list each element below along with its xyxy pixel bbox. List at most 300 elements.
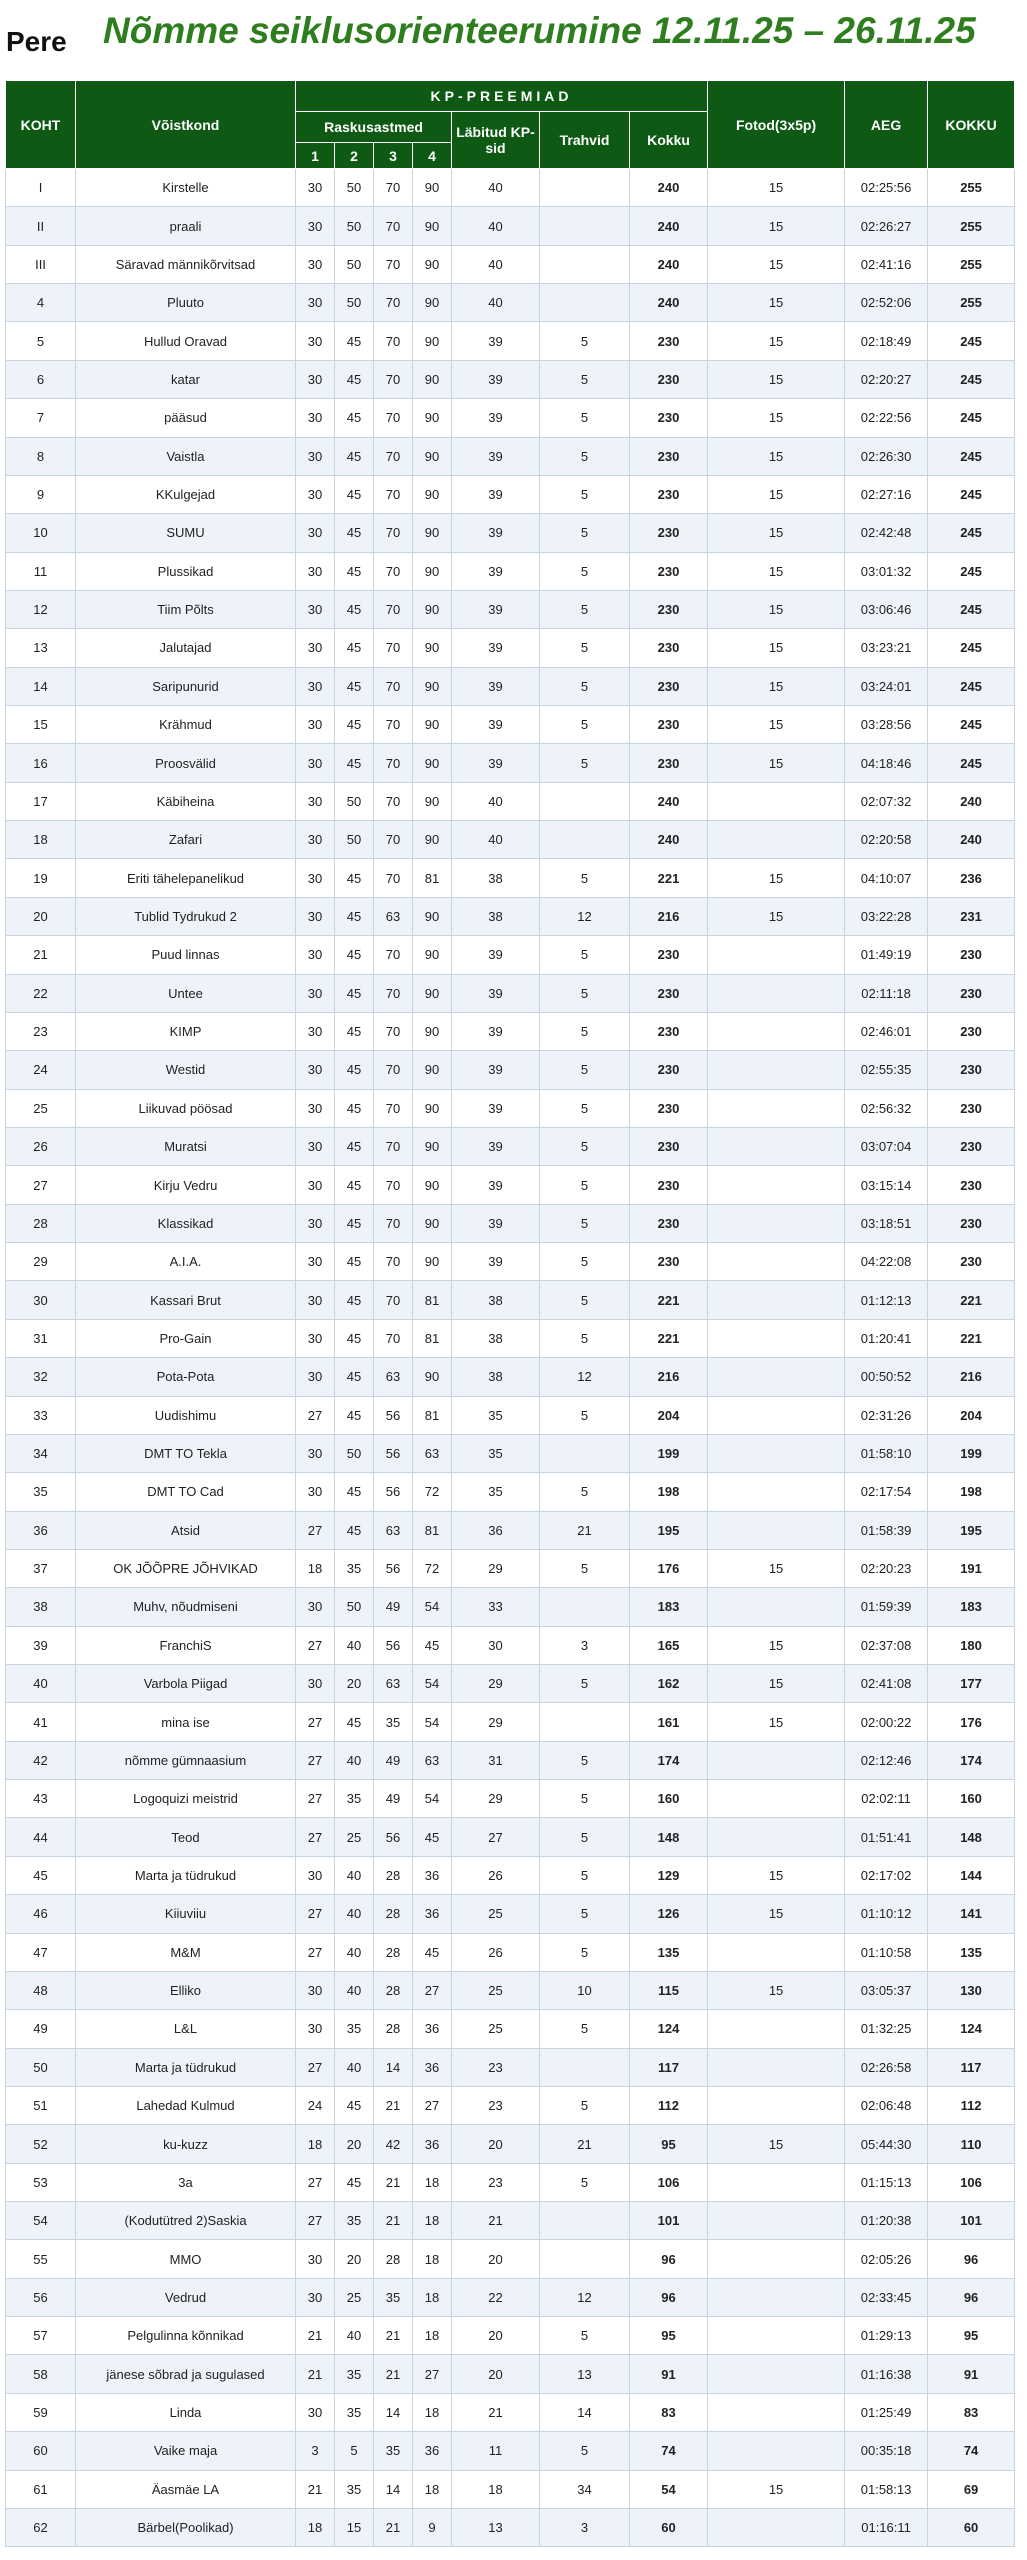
cell-r2: 45: [335, 1243, 374, 1281]
col-header-fotod: Fotod(3x5p): [708, 81, 845, 169]
table-row: [6, 1051, 1015, 1089]
cell-r4: 90: [413, 322, 452, 360]
cell-kokku-total: 144: [928, 1856, 1015, 1894]
table-header: [6, 81, 1015, 169]
cell-aeg: 02:46:01: [845, 1012, 928, 1050]
cell-trahvid: 3: [540, 1626, 630, 1664]
cell-labitud: 26: [452, 1856, 540, 1894]
cell-r1: 30: [296, 284, 335, 322]
cell-r3: 70: [374, 552, 413, 590]
cell-r4: 90: [413, 1089, 452, 1127]
cell-koht: 21: [6, 936, 76, 974]
cell-r4: 90: [413, 169, 452, 207]
cell-r3: 70: [374, 245, 413, 283]
cell-labitud: 39: [452, 629, 540, 667]
cell-r2: 45: [335, 1473, 374, 1511]
cell-trahvid: 5: [540, 1166, 630, 1204]
cell-labitud: 20: [452, 2125, 540, 2163]
table-row: [6, 245, 1015, 283]
cell-trahvid: 5: [540, 437, 630, 475]
cell-r1: 30: [296, 629, 335, 667]
cell-aeg: 02:17:54: [845, 1473, 928, 1511]
cell-trahvid: 5: [540, 2086, 630, 2124]
cell-trahvid: 5: [540, 2010, 630, 2048]
cell-trahvid: 5: [540, 1127, 630, 1165]
cell-r3: 70: [374, 1281, 413, 1319]
cell-aeg: 02:41:16: [845, 245, 928, 283]
cell-r3: 21: [374, 2086, 413, 2124]
cell-aeg: 02:37:08: [845, 1626, 928, 1664]
cell-kokku: 96: [630, 2278, 708, 2316]
cell-labitud: 39: [452, 744, 540, 782]
cell-kokku: 74: [630, 2432, 708, 2470]
cell-r1: 3: [296, 2432, 335, 2470]
cell-r2: 50: [335, 1434, 374, 1472]
cell-aeg: 03:22:28: [845, 897, 928, 935]
cell-r2: 45: [335, 475, 374, 513]
cell-aeg: 02:22:56: [845, 399, 928, 437]
cell-fotod: 15: [708, 706, 845, 744]
table-row: [6, 2240, 1015, 2278]
cell-r2: 50: [335, 821, 374, 859]
cell-voistkond: Muratsi: [76, 1127, 296, 1165]
cell-koht: 4: [6, 284, 76, 322]
cell-aeg: 02:17:02: [845, 1856, 928, 1894]
cell-aeg: 04:22:08: [845, 1243, 928, 1281]
cell-fotod: 15: [708, 475, 845, 513]
cell-labitud: 38: [452, 1319, 540, 1357]
cell-voistkond: pääsud: [76, 399, 296, 437]
cell-kokku-total: 148: [928, 1818, 1015, 1856]
cell-r3: 70: [374, 936, 413, 974]
cell-koht: 12: [6, 590, 76, 628]
cell-fotod: [708, 1089, 845, 1127]
table-row: [6, 2086, 1015, 2124]
cell-koht: 23: [6, 1012, 76, 1050]
col-header-koht: KOHT: [6, 81, 76, 169]
cell-aeg: 01:29:13: [845, 2317, 928, 2355]
cell-voistkond: Äasmäe LA: [76, 2470, 296, 2508]
cell-voistkond: SUMU: [76, 514, 296, 552]
cell-labitud: 22: [452, 2278, 540, 2316]
cell-r4: 9: [413, 2508, 452, 2546]
cell-labitud: 30: [452, 1626, 540, 1664]
cell-kokku: 95: [630, 2317, 708, 2355]
cell-kokku-total: 230: [928, 974, 1015, 1012]
cell-aeg: 02:41:08: [845, 1665, 928, 1703]
cell-koht: 49: [6, 2010, 76, 2048]
cell-r3: 70: [374, 1204, 413, 1242]
cell-aeg: 01:58:13: [845, 2470, 928, 2508]
cell-kokku: 148: [630, 1818, 708, 1856]
table-row: [6, 1703, 1015, 1741]
cell-r1: 30: [296, 667, 335, 705]
cell-r1: 27: [296, 1818, 335, 1856]
cell-r2: 45: [335, 360, 374, 398]
cell-r1: 27: [296, 1741, 335, 1779]
cell-kokku-total: 160: [928, 1780, 1015, 1818]
cell-r4: 90: [413, 399, 452, 437]
cell-r1: 30: [296, 782, 335, 820]
cell-koht: 10: [6, 514, 76, 552]
cell-voistkond: Teod: [76, 1818, 296, 1856]
cell-aeg: 01:16:38: [845, 2355, 928, 2393]
cell-koht: 6: [6, 360, 76, 398]
cell-labitud: 39: [452, 590, 540, 628]
cell-koht: 27: [6, 1166, 76, 1204]
cell-r3: 70: [374, 399, 413, 437]
cell-trahvid: 5: [540, 1243, 630, 1281]
cell-trahvid: 5: [540, 1051, 630, 1089]
cell-r2: 35: [335, 2393, 374, 2431]
cell-voistkond: 3a: [76, 2163, 296, 2201]
cell-trahvid: 5: [540, 590, 630, 628]
cell-r4: 90: [413, 360, 452, 398]
cell-r1: 30: [296, 207, 335, 245]
cell-aeg: 01:15:13: [845, 2163, 928, 2201]
cell-r3: 70: [374, 667, 413, 705]
cell-kokku-total: 199: [928, 1434, 1015, 1472]
cell-trahvid: [540, 207, 630, 245]
cell-r3: 21: [374, 2508, 413, 2546]
cell-aeg: 00:35:18: [845, 2432, 928, 2470]
cell-kokku-total: 174: [928, 1741, 1015, 1779]
cell-voistkond: A.I.A.: [76, 1243, 296, 1281]
cell-r4: 45: [413, 1626, 452, 1664]
cell-r1: 21: [296, 2355, 335, 2393]
cell-r3: 49: [374, 1780, 413, 1818]
cell-aeg: 02:05:26: [845, 2240, 928, 2278]
cell-koht: 55: [6, 2240, 76, 2278]
cell-r3: 28: [374, 1895, 413, 1933]
cell-r1: 27: [296, 2202, 335, 2240]
cell-r4: 81: [413, 1319, 452, 1357]
cell-r3: 70: [374, 207, 413, 245]
cell-voistkond: Tublid Tydrukud 2: [76, 897, 296, 935]
cell-r1: 30: [296, 1319, 335, 1357]
cell-labitud: 27: [452, 1818, 540, 1856]
cell-r2: 45: [335, 1204, 374, 1242]
cell-voistkond: Kassari Brut: [76, 1281, 296, 1319]
cell-trahvid: 5: [540, 514, 630, 552]
cell-r4: 63: [413, 1434, 452, 1472]
cell-kokku-total: 245: [928, 744, 1015, 782]
cell-labitud: 25: [452, 2010, 540, 2048]
cell-voistkond: Elliko: [76, 1971, 296, 2009]
cell-kokku: 195: [630, 1511, 708, 1549]
cell-r2: 45: [335, 1281, 374, 1319]
cell-kokku-total: 230: [928, 1089, 1015, 1127]
cell-kokku-total: 221: [928, 1319, 1015, 1357]
cell-r2: 20: [335, 2240, 374, 2278]
cell-koht: 26: [6, 1127, 76, 1165]
cell-labitud: 39: [452, 1204, 540, 1242]
cell-r4: 90: [413, 936, 452, 974]
cell-fotod: [708, 2393, 845, 2431]
cell-kokku-total: 245: [928, 399, 1015, 437]
cell-r4: 90: [413, 629, 452, 667]
cell-voistkond: Säravad männikõrvitsad: [76, 245, 296, 283]
cell-kokku-total: 255: [928, 284, 1015, 322]
cell-fotod: [708, 1434, 845, 1472]
cell-trahvid: 12: [540, 1358, 630, 1396]
cell-r1: 30: [296, 514, 335, 552]
cell-voistkond: nõmme gümnaasium: [76, 1741, 296, 1779]
cell-r3: 70: [374, 1166, 413, 1204]
cell-fotod: 15: [708, 169, 845, 207]
cell-trahvid: 5: [540, 1665, 630, 1703]
cell-aeg: 03:18:51: [845, 1204, 928, 1242]
cell-aeg: 02:20:58: [845, 821, 928, 859]
cell-labitud: 39: [452, 552, 540, 590]
cell-kokku: 230: [630, 475, 708, 513]
cell-fotod: [708, 1166, 845, 1204]
cell-r1: 30: [296, 706, 335, 744]
cell-aeg: 02:26:58: [845, 2048, 928, 2086]
cell-labitud: 21: [452, 2202, 540, 2240]
cell-trahvid: [540, 169, 630, 207]
cell-trahvid: [540, 1703, 630, 1741]
table-row: [6, 667, 1015, 705]
cell-fotod: 15: [708, 245, 845, 283]
cell-aeg: 04:10:07: [845, 859, 928, 897]
cell-kokku-total: 101: [928, 2202, 1015, 2240]
cell-aeg: 03:07:04: [845, 1127, 928, 1165]
cell-trahvid: 5: [540, 1319, 630, 1357]
cell-labitud: 40: [452, 169, 540, 207]
cell-voistkond: (Kodutütred 2)Saskia: [76, 2202, 296, 2240]
cell-r2: 45: [335, 1089, 374, 1127]
cell-r4: 54: [413, 1780, 452, 1818]
cell-labitud: 39: [452, 475, 540, 513]
cell-voistkond: DMT TO Tekla: [76, 1434, 296, 1472]
cell-koht: 52: [6, 2125, 76, 2163]
cell-kokku-total: 96: [928, 2240, 1015, 2278]
cell-r4: 72: [413, 1549, 452, 1587]
cell-aeg: 01:10:58: [845, 1933, 928, 1971]
cell-fotod: 15: [708, 207, 845, 245]
cell-r1: 27: [296, 1396, 335, 1434]
cell-r3: 35: [374, 1703, 413, 1741]
cell-trahvid: 5: [540, 322, 630, 360]
cell-voistkond: mina ise: [76, 1703, 296, 1741]
cell-r2: 45: [335, 897, 374, 935]
cell-aeg: 01:12:13: [845, 1281, 928, 1319]
cell-fotod: 15: [708, 284, 845, 322]
cell-kokku-total: 117: [928, 2048, 1015, 2086]
cell-trahvid: [540, 821, 630, 859]
cell-kokku: 221: [630, 1281, 708, 1319]
cell-voistkond: Hullud Oravad: [76, 322, 296, 360]
cell-r3: 14: [374, 2393, 413, 2431]
cell-labitud: 29: [452, 1703, 540, 1741]
table-row: [6, 2432, 1015, 2470]
cell-r3: 70: [374, 169, 413, 207]
cell-koht: 60: [6, 2432, 76, 2470]
cell-trahvid: 5: [540, 629, 630, 667]
cell-fotod: [708, 1396, 845, 1434]
cell-r1: 27: [296, 1703, 335, 1741]
cell-r1: 30: [296, 2240, 335, 2278]
cell-labitud: 20: [452, 2355, 540, 2393]
cell-r2: 45: [335, 1511, 374, 1549]
cell-fotod: 15: [708, 437, 845, 475]
cell-r4: 45: [413, 1933, 452, 1971]
cell-aeg: 02:56:32: [845, 1089, 928, 1127]
cell-r3: 63: [374, 1358, 413, 1396]
cell-trahvid: 5: [540, 1089, 630, 1127]
cell-kokku: 230: [630, 1051, 708, 1089]
cell-kokku: 230: [630, 399, 708, 437]
cell-koht: 8: [6, 437, 76, 475]
cell-r3: 70: [374, 1243, 413, 1281]
cell-r1: 30: [296, 2010, 335, 2048]
cell-r3: 70: [374, 821, 413, 859]
table-row: [6, 706, 1015, 744]
cell-fotod: [708, 1012, 845, 1050]
cell-kokku-total: 240: [928, 782, 1015, 820]
cell-r3: 70: [374, 1127, 413, 1165]
cell-koht: 45: [6, 1856, 76, 1894]
cell-trahvid: 21: [540, 2125, 630, 2163]
cell-r2: 45: [335, 1166, 374, 1204]
cell-trahvid: 13: [540, 2355, 630, 2393]
cell-aeg: 01:58:10: [845, 1434, 928, 1472]
cell-fotod: [708, 2240, 845, 2278]
cell-r1: 27: [296, 1895, 335, 1933]
cell-aeg: 01:59:39: [845, 1588, 928, 1626]
cell-aeg: 02:07:32: [845, 782, 928, 820]
cell-labitud: 23: [452, 2163, 540, 2201]
table-row: [6, 2393, 1015, 2431]
cell-aeg: 02:55:35: [845, 1051, 928, 1089]
cell-labitud: 39: [452, 936, 540, 974]
cell-r2: 40: [335, 1626, 374, 1664]
table-row: [6, 629, 1015, 667]
cell-r2: 50: [335, 207, 374, 245]
cell-labitud: 25: [452, 1971, 540, 2009]
cell-r1: 21: [296, 2470, 335, 2508]
cell-kokku: 230: [630, 667, 708, 705]
cell-kokku: 54: [630, 2470, 708, 2508]
cell-kokku: 240: [630, 207, 708, 245]
table-row: [6, 1511, 1015, 1549]
cell-aeg: 02:20:27: [845, 360, 928, 398]
cell-fotod: [708, 2086, 845, 2124]
table-row: [6, 2508, 1015, 2546]
cell-koht: 51: [6, 2086, 76, 2124]
cell-koht: 5: [6, 322, 76, 360]
cell-kokku: 204: [630, 1396, 708, 1434]
cell-r4: 90: [413, 1358, 452, 1396]
cell-trahvid: 12: [540, 2278, 630, 2316]
cell-r1: 30: [296, 1358, 335, 1396]
cell-kokku: 230: [630, 1012, 708, 1050]
cell-aeg: 03:23:21: [845, 629, 928, 667]
table-row: [6, 207, 1015, 245]
table-row: [6, 2202, 1015, 2240]
col-header-r3: 3: [374, 143, 413, 169]
cell-r4: 90: [413, 245, 452, 283]
cell-voistkond: L&L: [76, 2010, 296, 2048]
cell-kokku: 230: [630, 936, 708, 974]
cell-kokku: 183: [630, 1588, 708, 1626]
cell-voistkond: praali: [76, 207, 296, 245]
cell-fotod: 15: [708, 552, 845, 590]
cell-kokku-total: 130: [928, 1971, 1015, 2009]
cell-trahvid: [540, 1588, 630, 1626]
cell-r3: 28: [374, 2240, 413, 2278]
cell-r1: 30: [296, 360, 335, 398]
table-row: [6, 169, 1015, 207]
col-header-labitud: Läbitud KP-sid: [452, 112, 540, 169]
table-row: [6, 2317, 1015, 2355]
cell-r1: 30: [296, 399, 335, 437]
cell-r4: 54: [413, 1665, 452, 1703]
cell-trahvid: 5: [540, 936, 630, 974]
cell-labitud: 29: [452, 1665, 540, 1703]
cell-r4: 90: [413, 284, 452, 322]
cell-koht: 7: [6, 399, 76, 437]
cell-koht: 56: [6, 2278, 76, 2316]
cell-fotod: [708, 2355, 845, 2393]
cell-labitud: 25: [452, 1895, 540, 1933]
cell-fotod: [708, 1511, 845, 1549]
cell-labitud: 38: [452, 1281, 540, 1319]
cell-r3: 21: [374, 2202, 413, 2240]
cell-kokku-total: 204: [928, 1396, 1015, 1434]
cell-r1: 30: [296, 1127, 335, 1165]
cell-trahvid: [540, 284, 630, 322]
cell-labitud: 33: [452, 1588, 540, 1626]
cell-trahvid: 5: [540, 1818, 630, 1856]
cell-fotod: [708, 2278, 845, 2316]
cell-fotod: [708, 2163, 845, 2201]
table-row: [6, 974, 1015, 1012]
table-row: [6, 2470, 1015, 2508]
cell-kokku: 160: [630, 1780, 708, 1818]
cell-labitud: 39: [452, 1089, 540, 1127]
cell-koht: 28: [6, 1204, 76, 1242]
cell-trahvid: 5: [540, 1204, 630, 1242]
cell-r3: 70: [374, 859, 413, 897]
cell-r2: 20: [335, 2125, 374, 2163]
cell-aeg: 00:50:52: [845, 1358, 928, 1396]
cell-r4: 36: [413, 1856, 452, 1894]
cell-r4: 18: [413, 2240, 452, 2278]
cell-r2: 45: [335, 2163, 374, 2201]
table-row: [6, 1933, 1015, 1971]
table-row: [6, 1012, 1015, 1050]
cell-labitud: 39: [452, 1166, 540, 1204]
cell-aeg: 04:18:46: [845, 744, 928, 782]
cell-kokku: 135: [630, 1933, 708, 1971]
table-row: [6, 2163, 1015, 2201]
cell-voistkond: M&M: [76, 1933, 296, 1971]
cell-r3: 56: [374, 1434, 413, 1472]
cell-kokku: 161: [630, 1703, 708, 1741]
cell-kokku: 230: [630, 974, 708, 1012]
cell-koht: 62: [6, 2508, 76, 2546]
col-header-kp-preemiad: KP-PREEMIAD: [296, 81, 708, 112]
table-row: [6, 1473, 1015, 1511]
table-row: [6, 744, 1015, 782]
cell-kokku: 240: [630, 284, 708, 322]
col-header-aeg: AEG: [845, 81, 928, 169]
cell-r2: 45: [335, 744, 374, 782]
cell-voistkond: Tiim Põlts: [76, 590, 296, 628]
cell-kokku: 126: [630, 1895, 708, 1933]
